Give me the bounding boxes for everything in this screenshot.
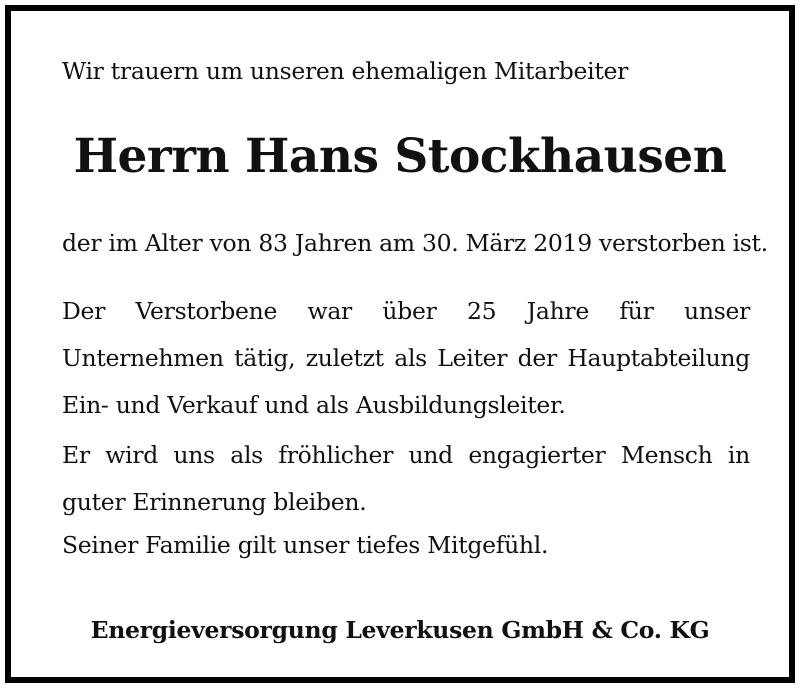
condolence-text: Seiner Familie gilt unser tiefes Mitgefühl. — [62, 531, 549, 559]
obituary-notice — [5, 5, 795, 683]
deceased-name: Herrn Hans Stockhausen — [73, 129, 727, 184]
intro-text: Wir trauern um unseren ehemaligen Mitarbeiter — [62, 57, 629, 85]
age-date-text: der im Alter von 83 Jahren am 30. März 2019 verstorben ist. — [62, 229, 768, 257]
career-paragraph: Der Verstorbene war über 25 Jahre für unser Unternehmen tätig, zuletzt als Leiter der Hauptabteilung Ein- und Verkauf und als Ausbildungsleiter. — [62, 297, 750, 419]
memory-paragraph: Er wird uns als fröhlicher und engagierter Mensch in guter Erinnerung bleiben. — [62, 441, 750, 516]
company-signature: Energieversorgung Leverkusen GmbH & Co. KG — [90, 616, 710, 644]
